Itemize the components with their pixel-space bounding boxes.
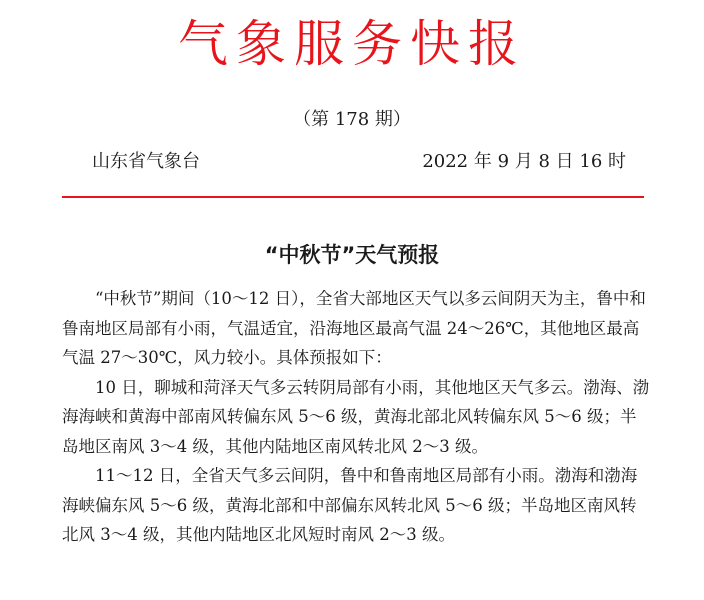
issuer-name: 山东省气象台 [92, 151, 200, 172]
masthead-title: 气象服务快报 [178, 15, 526, 73]
red-divider [62, 196, 644, 198]
article-body [62, 284, 652, 550]
article-title: “中秋节”天气预报 [264, 243, 440, 267]
paragraph-day-11-12: 11～12 日，全省天气多云间阴，鲁中和鲁南地区局部有小雨。渤海和渤海海峡偏东风 5～6 级，黄海北部和中部偏东风转北风 5～6 级；半岛地区南风转北风 3～4 级，其他内陆地区北风短时南风 2～3 级。 [62, 466, 638, 544]
paragraph-overview: “中秋节”期间（10～12 日），全省大部地区天气以多云间阴天为主，鲁中和鲁南地区局部有小雨，气温适宜，沿海地区最高气温 24～26℃，其他地区最高气温 27～30℃，风力较小。具体预报如下： [62, 289, 646, 367]
issue-time: 2022 年 9 月 8 日 16 时 [422, 151, 626, 172]
paragraph-day-10: 10 日，聊城和菏泽天气多云转阴局部有小雨，其他地区天气多云。渤海、渤海海峡和黄海中部南风转偏东风 5～6 级，黄海北部北风转偏东风 5～6 级；半岛地区南风 3～4 级，其他内陆地区南风转北风 2～3 级。 [62, 377, 650, 456]
issue-number: （第 178 期） [293, 109, 411, 130]
